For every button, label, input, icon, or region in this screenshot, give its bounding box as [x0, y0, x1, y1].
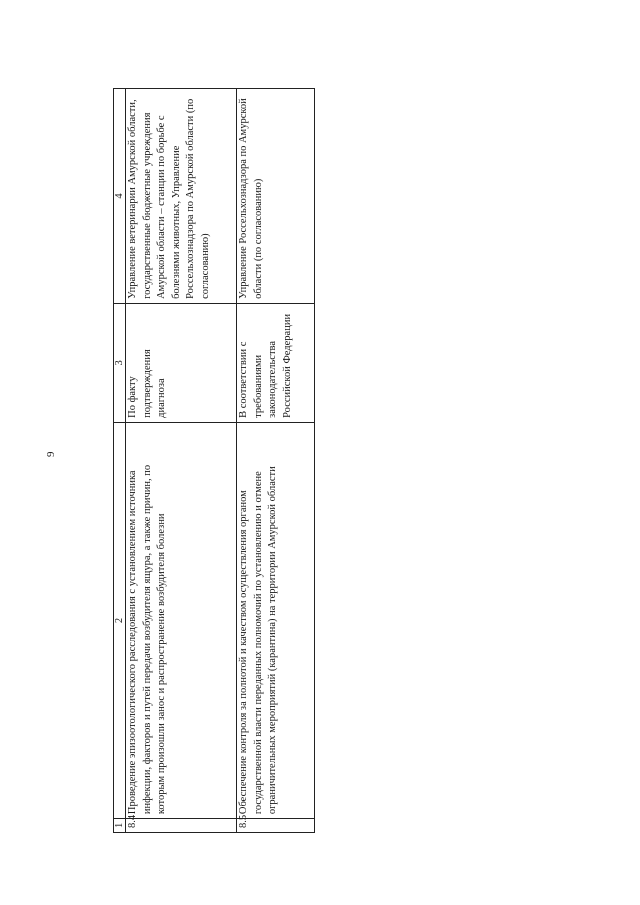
deadline-cell: По факту подтверждения диагноза [126, 303, 237, 422]
row-number: 8.4 [126, 819, 237, 833]
table-row [237, 89, 315, 833]
deadline-cell: В соответствии с требованиями законодательства Российской Федерации [237, 303, 315, 422]
header-cell-4: 4 [114, 89, 126, 304]
executors-cell: Управление Россельхознадзора по Амурской области (по согласованию) [237, 89, 315, 304]
measures-table [113, 88, 315, 833]
rotated-page-content [113, 88, 303, 833]
measure-cell: Обеспечение контроля за полнотой и качеством осуществления органом государственной власти переданных полномочий по установлению и отмене ограничительных мероприятий (карантина) на территории Амурской области [237, 422, 315, 818]
measure-cell: Проведение эпизоотологического расследования с установлением источника инфекции, факторов и путей передачи возбудителя ящура, а также причин, по которым произошли занос и распространение возбудителя болезни [126, 422, 237, 818]
header-cell-3: 3 [114, 303, 126, 422]
header-cell-1: 1 [114, 819, 126, 833]
table-row [126, 89, 237, 833]
header-cell-2: 2 [114, 422, 126, 818]
page-number: 9 [45, 451, 57, 457]
table-header-row [114, 89, 126, 833]
row-number: 8.5 [237, 819, 315, 833]
executors-cell: Управление ветеринарии Амурской области, государственные бюджетные учреждения Амурской области – станции по борьбе с болезнями животных, Управление Россельхознадзора по Амурской области (по согласованию) [126, 89, 237, 304]
